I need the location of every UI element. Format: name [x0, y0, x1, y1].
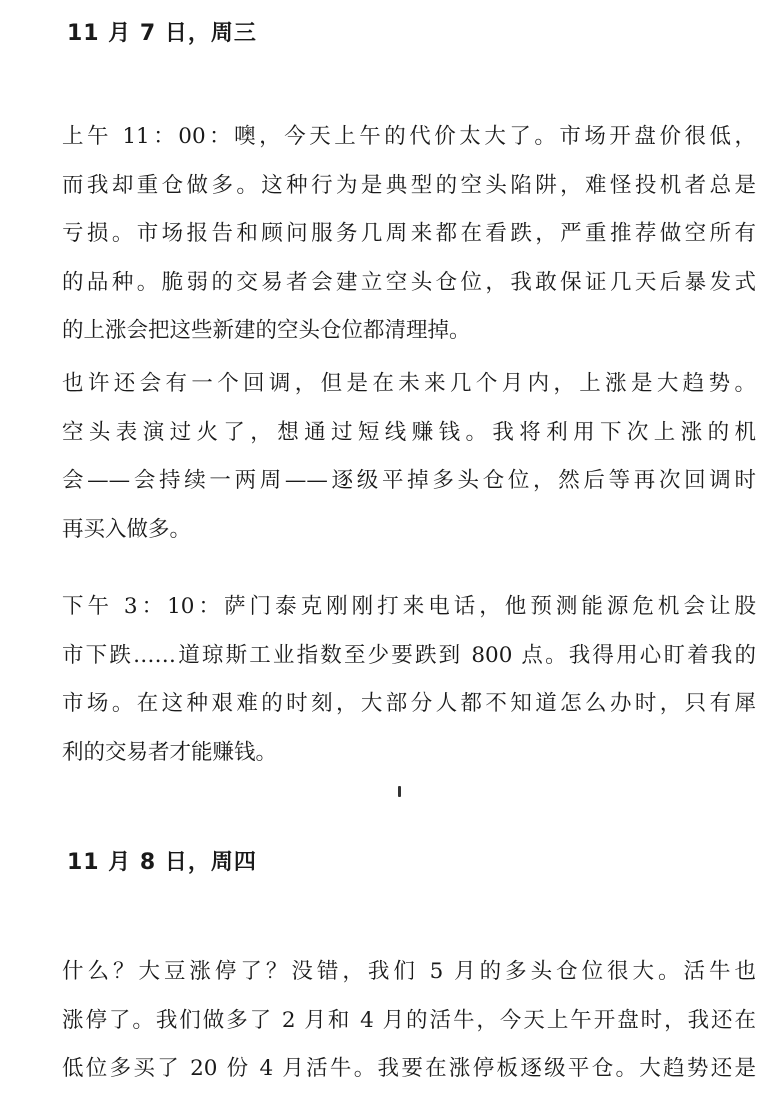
text-line: 的品种。脆弱的交易者会建立空头仓位，我敢保证几天后暴发式 [62, 269, 756, 295]
entry-heading: 11 月 8 日，周四 [67, 850, 257, 875]
text-line: 低位多买了 20 份 4 月活牛。我要在涨停板逐级平仓。大趋势还是 [62, 1056, 756, 1082]
text-line: 什么？大豆涨停了？没错，我们 5 月的多头仓位很大。活牛也 [62, 959, 756, 984]
text-line: 的上涨会把这些新建的空头仓位都清理掉。 [62, 318, 471, 344]
text-line: 空头表演过火了，想通过短线赚钱。我将利用下次上涨的机 [62, 419, 756, 445]
text-line: 涨停了。我们做多了 2 月和 4 月的活牛，今天上午开盘时，我还在 [62, 1007, 756, 1033]
text-line: 也许还会有一个回调，但是在未来几个月内，上涨是大趋势。 [62, 371, 756, 396]
entry-heading: 11 月 7 日，周三 [67, 21, 257, 46]
scan-speck [398, 786, 401, 797]
text-line: 利的交易者才能赚钱。 [62, 739, 278, 765]
text-line: 再买入做多。 [62, 516, 192, 542]
text-line: 上午 11：00：噢，今天上午的代价太大了。市场开盘价很低， [62, 124, 756, 149]
text-line: 市场。在这种艰难的时刻，大部分人都不知道怎么办时，只有犀 [62, 691, 756, 717]
text-line: 亏损。市场报告和顾问服务几周来都在看跌，严重推荐做空所有 [62, 221, 756, 247]
paragraph [62, 948, 756, 1094]
text-line: 下午 3：10：萨门泰克刚刚打来电话，他预测能源危机会让股 [62, 594, 756, 619]
paragraph [62, 360, 756, 554]
paragraph [62, 113, 756, 356]
text-line: 市下跌……道琼斯工业指数至少要跌到 800 点。我得用心盯着我的 [62, 642, 756, 668]
text-line: 会——会持续一两周——逐级平掉多头仓位，然后等再次回调时 [62, 468, 756, 494]
paragraph [62, 583, 756, 777]
text-line: 而我却重仓做多。这种行为是典型的空头陷阱，难怪投机者总是 [62, 172, 756, 198]
